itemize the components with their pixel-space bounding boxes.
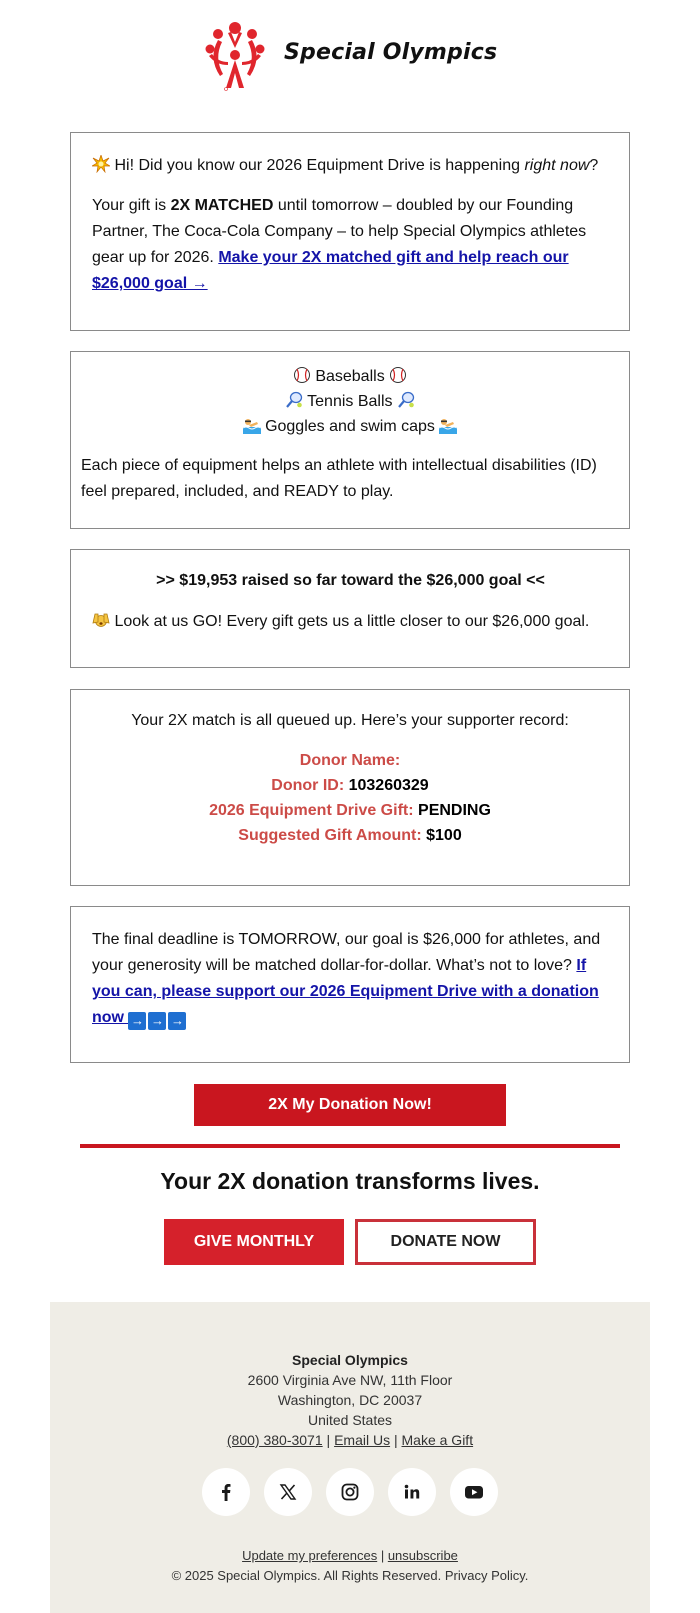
facebook-link[interactable] — [202, 1468, 250, 1516]
progress-box — [70, 549, 630, 668]
equipment-item-baseballs: Baseballs — [81, 364, 619, 389]
email-header — [0, 0, 700, 110]
baseball-icon — [293, 366, 311, 384]
match-paragraph: Your gift is 2X MATCHED until tomorrow – doubled by our Founding Partner, The Coca-Cola Company – to help Special Olympics athletes gear up for 2026. Make your 2X matched gift and help reach our $26,000 goal → — [92, 197, 587, 292]
preferences-links: Update my preferences | unsubscribe — [242, 1548, 458, 1563]
make-a-gift-link[interactable]: Make a Gift — [401, 1432, 474, 1448]
sparkle-burst-icon — [92, 155, 110, 173]
donate-now-button[interactable]: DONATE NOW — [355, 1219, 536, 1265]
intro-box — [70, 132, 630, 331]
progress-message: Look at us GO! Every gift gets us a little closer to our $26,000 goal. — [92, 609, 609, 635]
footer-contact-links: (800) 380-3071 | Email Us | Make a Gift — [226, 1432, 474, 1448]
facebook-icon — [216, 1482, 236, 1502]
x-link[interactable] — [264, 1468, 312, 1516]
phone-link[interactable]: (800) 380-3071 — [226, 1432, 323, 1448]
baseball-icon — [389, 366, 407, 384]
social-links — [50, 1468, 650, 1516]
suggested-amount-row: Suggested Gift Amount: $100 — [238, 827, 462, 844]
arrow-right-icon: → — [148, 1012, 166, 1030]
donor-name-row: Donor Name: — [299, 752, 401, 769]
instagram-link[interactable] — [326, 1468, 374, 1516]
copyright: © 2025 Special Olympics. All Rights Reserved. Privacy Policy. — [171, 1568, 529, 1583]
progress-headline: >> $19,953 raised so far toward the $26,000 goal << — [156, 572, 545, 589]
footer-address-line1: 2600 Virginia Ave NW, 11th Floor — [247, 1372, 453, 1388]
arrow-right-icon: → — [168, 1012, 186, 1030]
email-us-link[interactable]: Email Us — [334, 1432, 391, 1448]
linkedin-link[interactable] — [388, 1468, 436, 1516]
greeting: Hi! Did you know our 2026 Equipment Drive is happening right now? — [92, 153, 609, 179]
tagline: Your 2X donation transforms lives. — [160, 1168, 540, 1194]
arrow-right-icon: → — [128, 1012, 146, 1030]
record-intro: Your 2X match is all queued up. Here’s your supporter record: — [131, 712, 569, 729]
swimmer-icon — [439, 416, 457, 434]
equipment-box — [70, 351, 630, 529]
double-donation-button[interactable]: 2X My Donation Now! — [194, 1084, 506, 1126]
footer-bottom — [50, 1546, 650, 1586]
special-olympics-logo-icon[interactable] — [198, 18, 272, 92]
footer — [50, 1302, 650, 1613]
swimmer-icon — [243, 416, 261, 434]
tennis-racket-icon — [397, 391, 415, 409]
tennis-racket-icon — [285, 391, 303, 409]
unsubscribe-link[interactable]: unsubscribe — [387, 1548, 458, 1563]
logo-wordmark[interactable]: Special Olympics — [284, 40, 498, 65]
youtube-icon — [464, 1482, 484, 1502]
linkedin-icon — [402, 1482, 422, 1502]
deadline-box — [70, 906, 630, 1063]
instagram-icon — [340, 1482, 360, 1502]
update-preferences-link[interactable]: Update my preferences — [242, 1548, 378, 1563]
footer-address-line2: Washington, DC 20037 — [277, 1392, 423, 1408]
equipment-item-tennis-balls: Tennis Balls — [81, 389, 619, 414]
red-divider — [80, 1144, 620, 1148]
raised-hands-icon — [92, 611, 110, 629]
gift-status-row: 2026 Equipment Drive Gift: PENDING — [209, 802, 491, 819]
support-drive-link[interactable]: If you can, please support our 2026 Equipment Drive with a donation now → → → — [92, 957, 599, 1028]
supporter-record-box — [70, 689, 630, 886]
youtube-link[interactable] — [450, 1468, 498, 1516]
equipment-description: Each piece of equipment helps an athlete with intellectual disabilities (ID) feel prepared, included, and READY to play. — [81, 457, 597, 500]
deadline-paragraph: The final deadline is TOMORROW, our goal is $26,000 for athletes, and your generosity will be matched dollar-for-dollar. What’s not to love? If you can, please support our 2026 Equipment Drive with a donation now → → → — [92, 931, 601, 1028]
footer-org-name: Special Olympics — [292, 1352, 408, 1368]
matched-gift-link[interactable]: Make your 2X matched gift and help reach our $26,000 goal → — [92, 249, 569, 292]
equipment-item-goggles: Goggles and swim caps — [81, 414, 619, 439]
x-icon — [278, 1482, 298, 1502]
footer-country: United States — [307, 1412, 393, 1428]
give-monthly-button[interactable]: GIVE MONTHLY — [164, 1219, 344, 1265]
donor-id-row: Donor ID: 103260329 — [271, 777, 429, 794]
